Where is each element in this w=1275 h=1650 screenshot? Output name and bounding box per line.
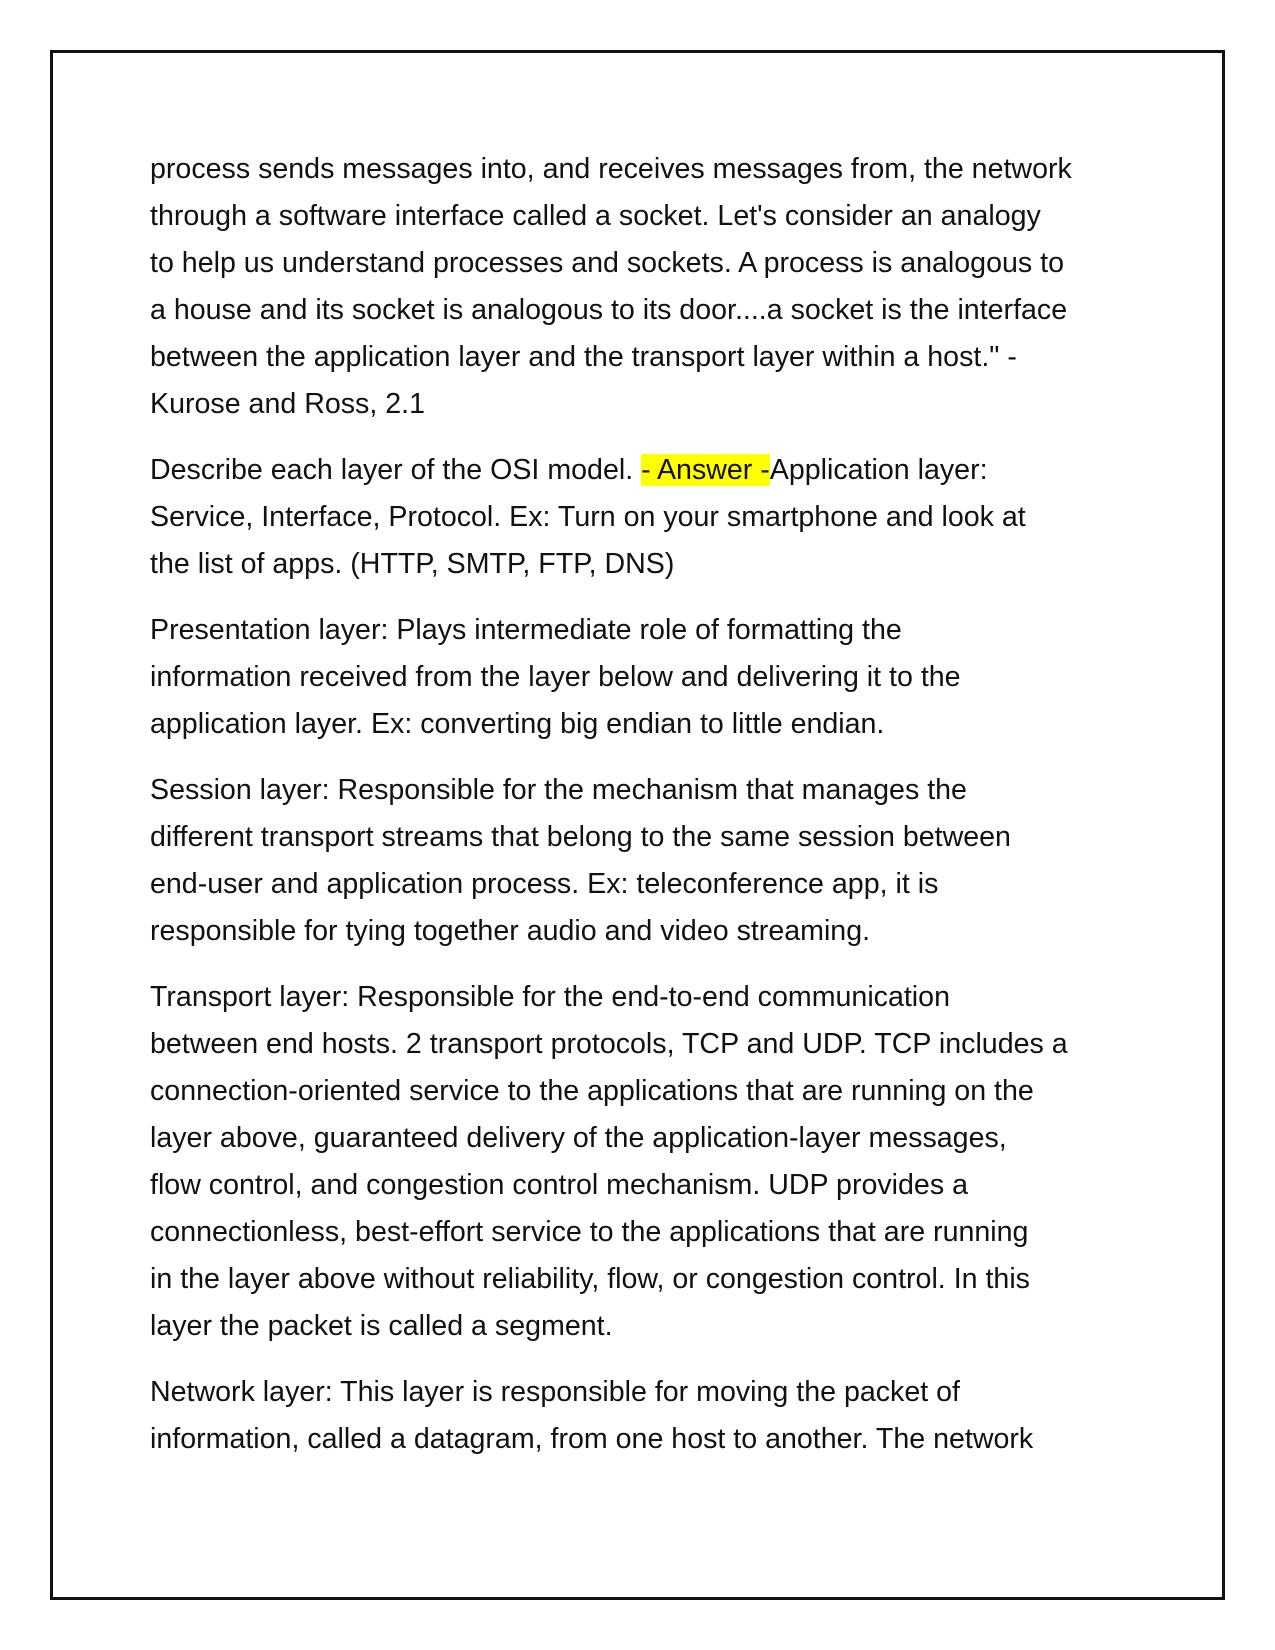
paragraph-transport-layer xyxy=(150,974,1130,1350)
text-line: layer the packet is called a segment. xyxy=(150,1310,613,1342)
text-line: between the application layer and the transport layer within a host." - xyxy=(150,341,1017,373)
text-line: information received from the layer below and delivering it to the xyxy=(150,661,961,693)
paragraph-session-layer xyxy=(150,767,1130,955)
text-line: information, called a datagram, from one host to another. The network xyxy=(150,1423,1034,1455)
paragraph-network-layer xyxy=(150,1369,1130,1463)
text-line: the list of apps. (HTTP, SMTP, FTP, DNS) xyxy=(150,548,675,580)
text-line: responsible for tying together audio and video streaming. xyxy=(150,915,871,947)
text-line xyxy=(150,447,1130,494)
text-line: Transport layer: Responsible for the end-to-end communication xyxy=(150,981,950,1013)
text-line: Network layer: This layer is responsible for moving the packet of xyxy=(150,1376,960,1408)
text-line: application layer. Ex: converting big endian to little endian. xyxy=(150,708,885,740)
text-line: a house and its socket is analogous to its door....a socket is the interface xyxy=(150,294,1068,326)
text-line: connection-oriented service to the applications that are running on the xyxy=(150,1075,1034,1107)
question-text: Describe each layer of the OSI model. xyxy=(150,454,642,486)
text-line: connectionless, best-effort service to the applications that are running xyxy=(150,1216,1029,1248)
text-line: layer above, guaranteed delivery of the application-layer messages, xyxy=(150,1122,1007,1154)
text-line: in the layer above without reliability, flow, or congestion control. In this xyxy=(150,1263,1030,1295)
text-line: through a software interface called a socket. Let's consider an analogy xyxy=(150,200,1041,232)
text-line: between end hosts. 2 transport protocols, TCP and UDP. TCP includes a xyxy=(150,1028,1068,1060)
text-line: flow control, and congestion control mechanism. UDP provides a xyxy=(150,1169,968,1201)
paragraph-presentation-layer xyxy=(150,607,1130,748)
text-line: Presentation layer: Plays intermediate role of formatting the xyxy=(150,614,902,646)
text-line: Kurose and Ross, 2.1 xyxy=(150,388,425,420)
text-line: to help us understand processes and sockets. A process is analogous to xyxy=(150,247,1064,279)
document-body xyxy=(150,146,1130,1482)
paragraph-osi-question xyxy=(150,447,1130,588)
text-line: process sends messages into, and receives messages from, the network xyxy=(150,153,1072,185)
text-line: different transport streams that belong to the same session between xyxy=(150,821,1011,853)
text-line: Service, Interface, Protocol. Ex: Turn on your smartphone and look at xyxy=(150,501,1026,533)
text-line: end-user and application process. Ex: teleconference app, it is xyxy=(150,868,939,900)
answer-text: Application layer: xyxy=(769,454,988,486)
text-line: Session layer: Responsible for the mechanism that manages the xyxy=(150,774,967,806)
answer-highlight: - Answer - xyxy=(641,454,770,486)
paragraph-socket-quote xyxy=(150,146,1130,428)
